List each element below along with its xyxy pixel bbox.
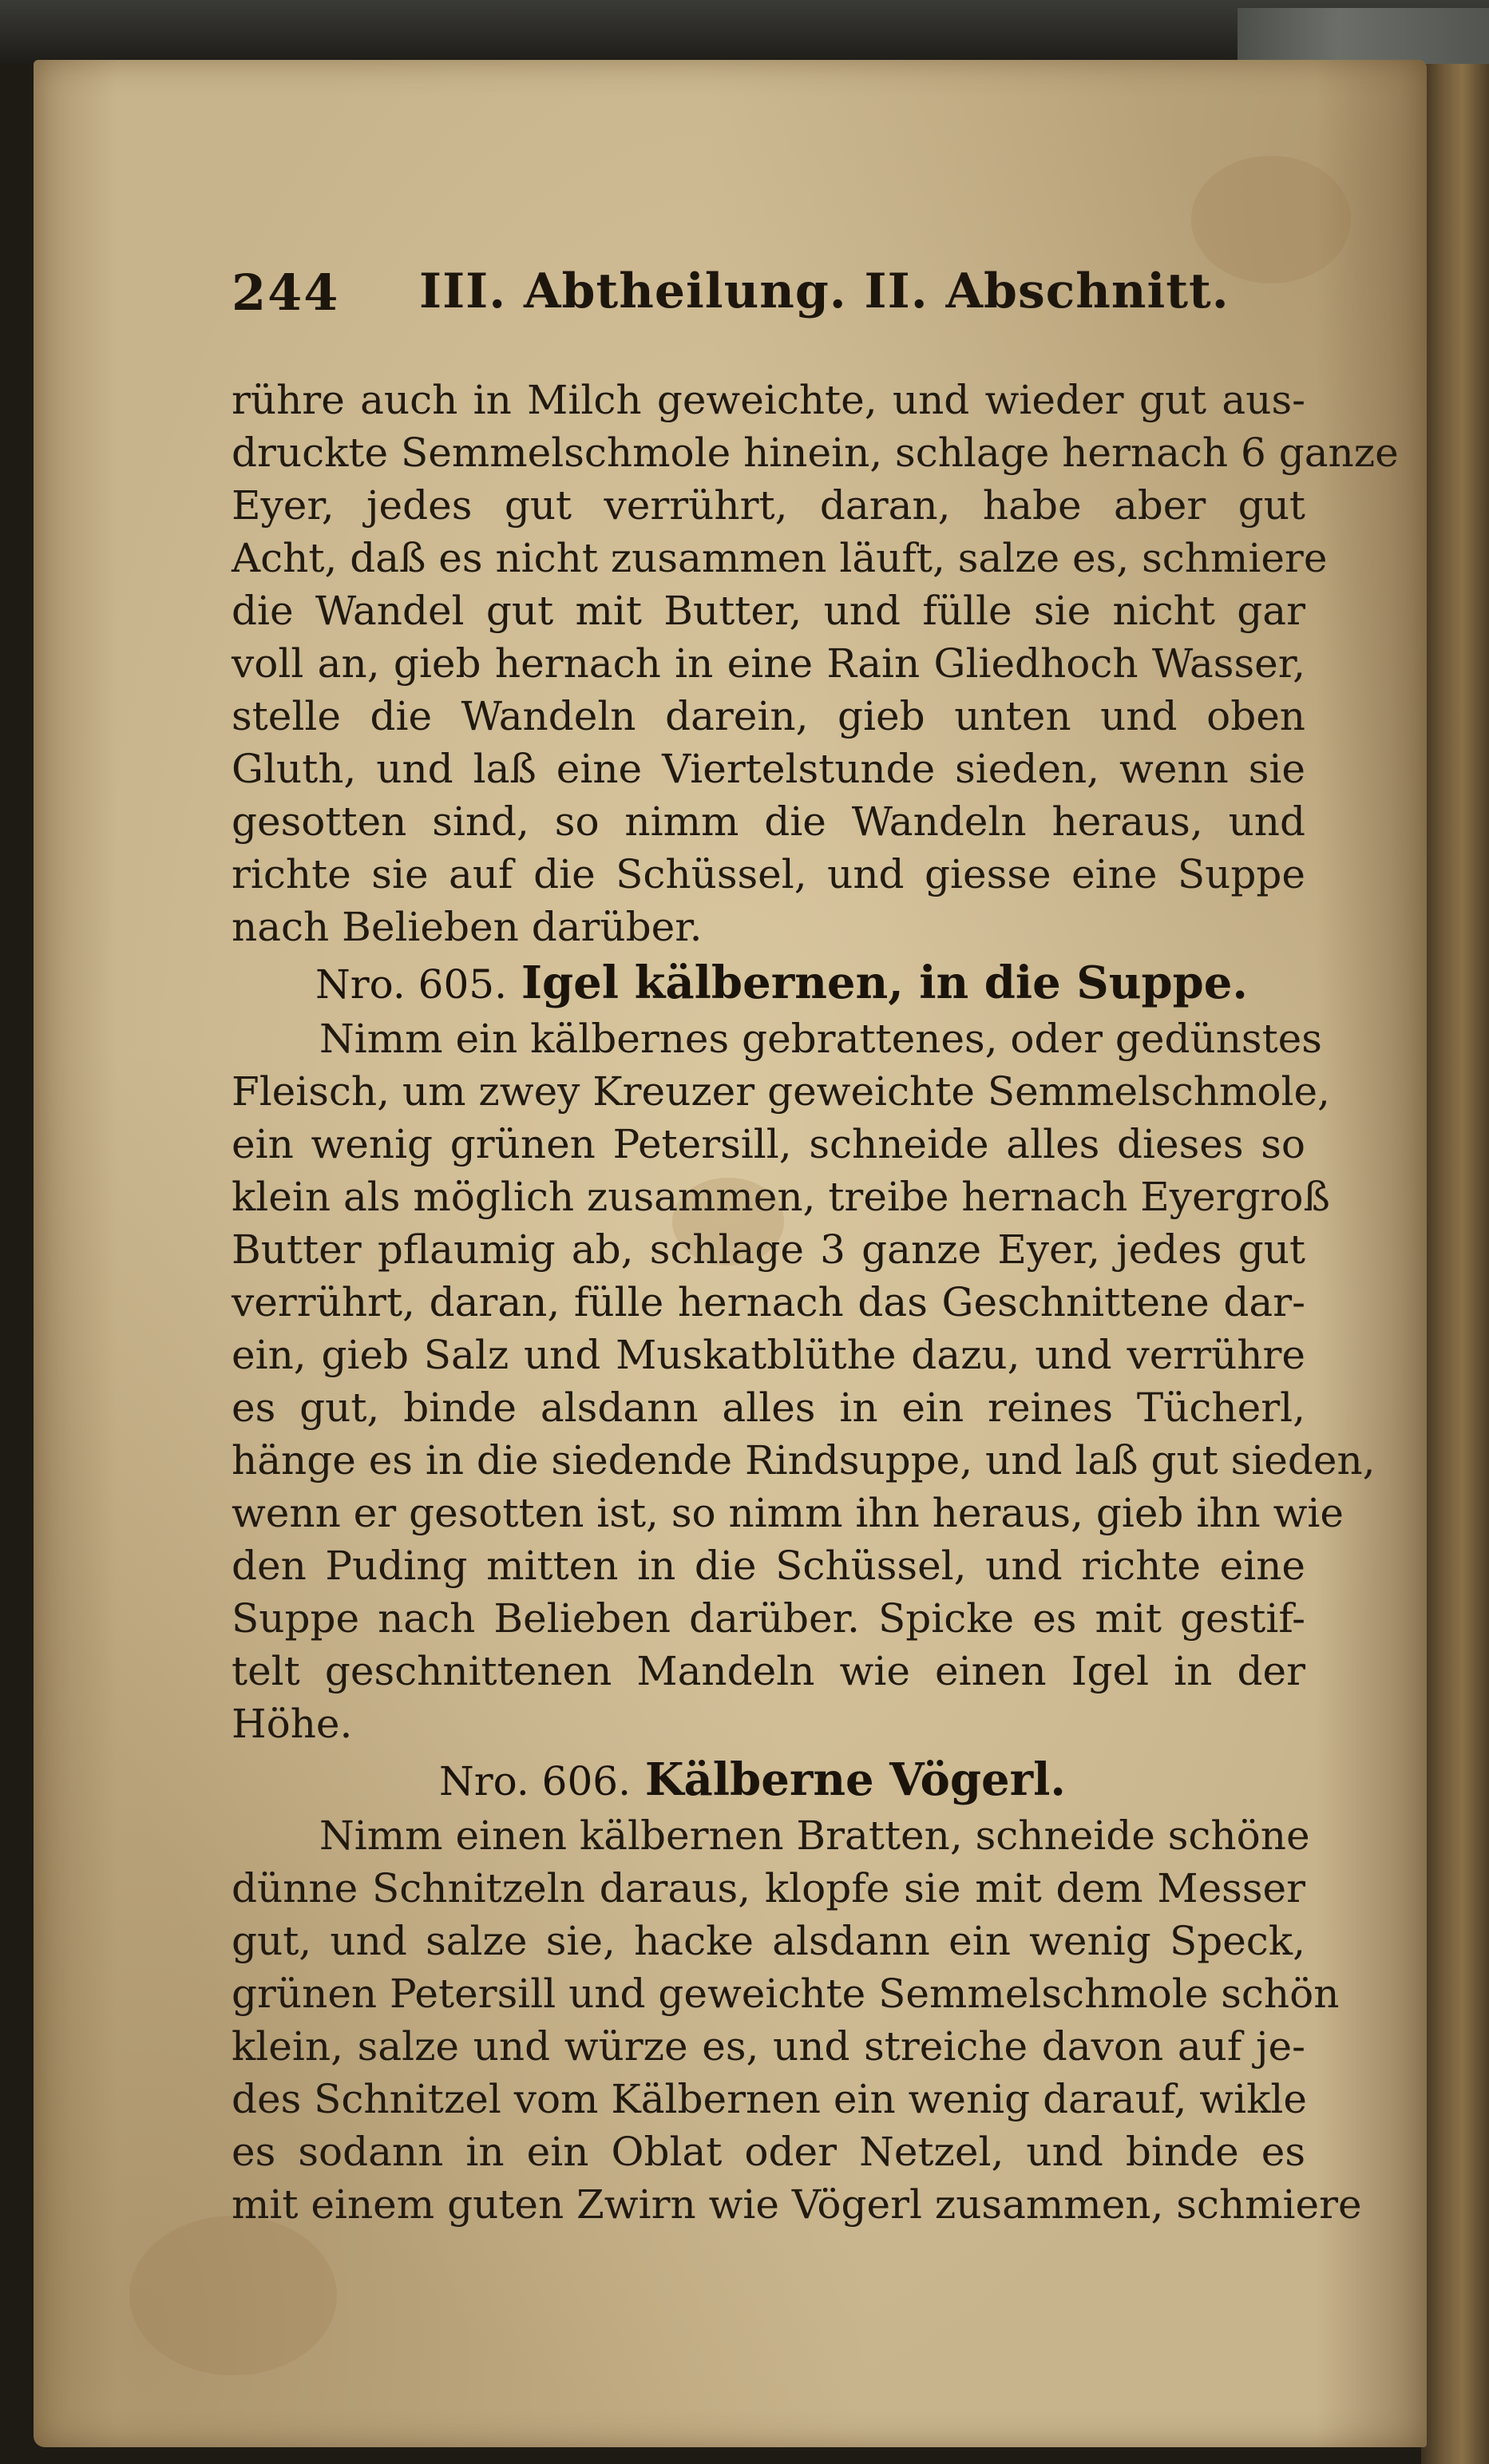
text-line: druckte Semmelschmole hinein, schlage hernach 6 ganze: [232, 430, 1399, 476]
running-head: III. Abtheilung. II. Abschnitt.: [419, 263, 1230, 319]
text-line: grünen Petersill und geweichte Semmelschmole schön: [232, 1971, 1340, 2017]
continued-recipe: [232, 374, 1399, 953]
binding-cloth: [1238, 8, 1489, 64]
text-line: Höhe.: [232, 1701, 353, 1747]
text-line: es sodann in ein Oblat oder Netzel, und binde es: [232, 2129, 1305, 2175]
text-line: wenn er gesotten ist, so nimm ihn heraus, gieb ihn wie: [232, 1490, 1344, 1536]
text-line: den Puding mitten in die Schüssel, und richte eine: [232, 1543, 1305, 1589]
text-line: ein, gieb Salz und Muskatblüthe dazu, und verrühre: [232, 1332, 1305, 1378]
text-line: richte sie auf die Schüssel, und giesse eine Suppe: [232, 851, 1305, 897]
recipe-title: Kälberne Vögerl.: [644, 1753, 1066, 1806]
text-line: gut, und salze sie, hacke alsdann ein wenig Speck,: [232, 1918, 1305, 1964]
page-number: 244: [232, 263, 340, 322]
text-line: des Schnitzel vom Kälbernen ein wenig darauf, wikle: [232, 2076, 1307, 2122]
text-line: Acht, daß es nicht zusammen läuft, salze es, schmiere: [232, 535, 1328, 581]
page-text: [232, 374, 1399, 2231]
text-line: ein wenig grünen Petersill, schneide alles dieses so: [232, 1121, 1305, 1167]
text-line: klein als möglich zusammen, treibe hernach Eyergroß: [232, 1174, 1330, 1220]
text-line: stelle die Wandeln darein, gieb unten und oben: [232, 693, 1305, 739]
recipe-606: [232, 1750, 1362, 2231]
recipe-title: Igel kälbernen, in die Suppe.: [521, 957, 1248, 1009]
recipe-number: Nro. 605.: [315, 961, 507, 1008]
text-line: die Wandel gut mit Butter, und fülle sie nicht gar: [232, 588, 1305, 634]
text-line: Fleisch, um zwey Kreuzer geweichte Semmelschmole,: [232, 1068, 1330, 1115]
text-line: telt geschnittenen Mandeln wie einen Igel in der: [232, 1648, 1305, 1694]
text-line: Nimm einen kälbernen Bratten, schneide schöne: [319, 1812, 1310, 1859]
text-line: gesotten sind, so nimm die Wandeln heraus, und: [232, 798, 1305, 845]
text-line: es gut, binde alsdann alles in ein reines Tücherl,: [232, 1385, 1305, 1431]
text-line: Nimm ein kälbernes gebrattenes, oder gedünstes: [319, 1016, 1322, 1062]
text-line: Suppe nach Belieben darüber. Spicke es mit gestif-: [232, 1595, 1305, 1642]
text-line: verrührt, daran, fülle hernach das Geschnittene dar-: [232, 1279, 1305, 1325]
text-line: Gluth, und laß eine Viertelstunde sieden, wenn sie: [232, 746, 1305, 792]
text-line: rühre auch in Milch geweichte, und wieder gut aus-: [232, 377, 1305, 423]
page-stain: [129, 2216, 337, 2375]
text-line: Butter pflaumig ab, schlage 3 ganze Eyer, jedes gut: [232, 1226, 1305, 1273]
text-line: voll an, gieb hernach in eine Rain Gliedhoch Wasser,: [232, 640, 1305, 687]
text-line: nach Belieben darüber.: [232, 904, 703, 950]
page-header: [232, 263, 1349, 343]
text-line: Eyer, jedes gut verrührt, daran, habe aber gut: [232, 482, 1305, 529]
recipe-heading: [232, 1750, 1305, 1809]
book-fore-edge: [1421, 64, 1489, 2464]
recipe-heading: [232, 953, 1305, 1012]
recipe-number: Nro. 606.: [439, 1758, 631, 1804]
text-line: dünne Schnitzeln daraus, klopfe sie mit dem Messer: [232, 1865, 1305, 1911]
text-line: klein, salze und würze es, und streiche davon auf je-: [232, 2023, 1305, 2070]
text-line: hänge es in die siedende Rindsuppe, und laß gut sieden,: [232, 1437, 1376, 1484]
recipe-605: [232, 953, 1376, 1750]
text-line: mit einem guten Zwirn wie Vögerl zusammen, schmiere: [232, 2181, 1362, 2228]
